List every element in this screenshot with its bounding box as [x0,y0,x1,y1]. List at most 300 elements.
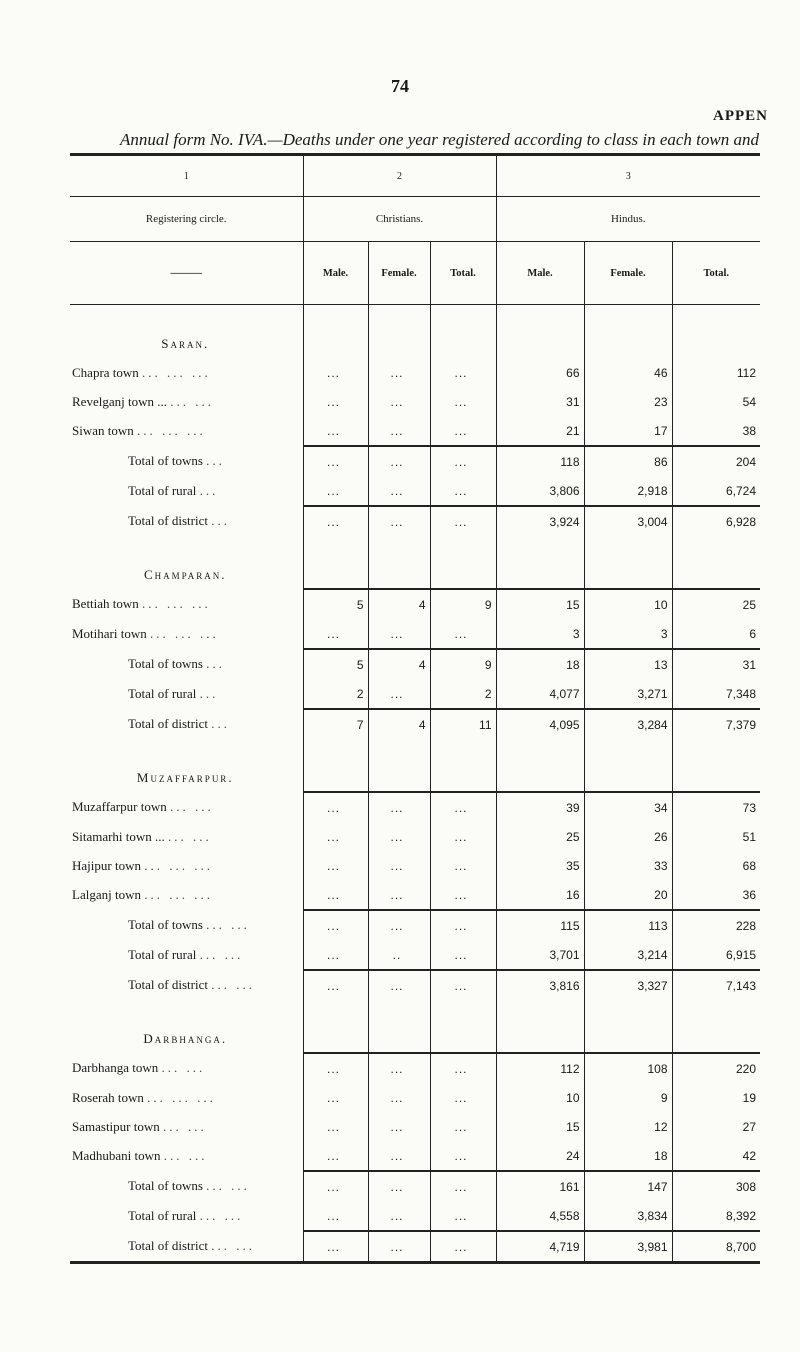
cell-h-total: 308 [672,1171,760,1201]
row-label [70,970,303,1000]
cell-h-male: 112 [496,1053,584,1083]
cell-c-male: ... [303,619,368,649]
row-label-text: Roserah town [72,1089,144,1105]
table-row [70,1141,760,1171]
cell-h-female: 3 [584,619,672,649]
row-label-text: Hajipur town [72,857,141,873]
cell-h-total: 19 [672,1083,760,1112]
cell-c-female: ... [368,446,430,476]
cell-c-male: ... [303,1171,368,1201]
row-label [70,940,303,970]
empty-cell [672,1014,760,1053]
cell-c-female: ... [368,387,430,416]
row-label-text: Total of rural [128,1208,197,1223]
row-label-text: Total of rural [128,483,197,498]
total-row [70,506,760,536]
total-row [70,476,760,506]
table-row [70,1083,760,1112]
cell-h-male: 4,719 [496,1231,584,1263]
empty-cell [430,753,496,792]
cell-h-female: 20 [584,880,672,910]
leader-dots: ... ... ... [142,596,211,611]
cell-h-total: 112 [672,358,760,387]
cell-h-female: 9 [584,1083,672,1112]
cell-h-male: 35 [496,851,584,880]
table-row [70,387,760,416]
cell-h-total: 8,392 [672,1201,760,1231]
cell-h-male: 161 [496,1171,584,1201]
cell-h-total: 25 [672,589,760,619]
cell-h-male: 4,077 [496,679,584,709]
column-sub-header: Female. [368,242,430,305]
cell-c-total: ... [430,1231,496,1263]
cell-c-total: ... [430,880,496,910]
cell-c-female: ... [368,619,430,649]
row-label-text: Darbhanga. [143,1030,228,1046]
leader-dots: ... ... [163,1118,207,1134]
row-label [70,851,303,880]
cell-h-male: 25 [496,822,584,851]
cell-c-male: ... [303,792,368,822]
leader-dots: ... ... [163,1148,208,1163]
cell-h-total: 6,928 [672,506,760,536]
empty-cell [430,1014,496,1053]
column-group-header: Hindus. [496,197,760,242]
cell-c-total: ... [430,970,496,1000]
cell-c-total: ... [430,792,496,822]
row-label-text: Revelganj town ... [72,393,167,409]
cell-c-total: ... [430,506,496,536]
cell-h-total: 8,700 [672,1231,760,1263]
row-label-text: Bettiah town [72,596,139,611]
empty-cell [303,319,368,358]
cell-h-total: 228 [672,910,760,940]
leader-dots: ... ... ... [150,626,219,641]
total-row [70,1201,760,1231]
spacer-row [70,305,760,320]
cell-c-female: ... [368,1112,430,1141]
row-label-text: Lalganj town [72,887,141,902]
district-name [70,550,303,589]
cell-h-total: 7,348 [672,679,760,709]
cell-h-female: 33 [584,851,672,880]
empty-cell [672,753,760,792]
cell-h-total: 6 [672,619,760,649]
leader-dots: ... ... [206,917,250,932]
leader-dots: ... [199,686,219,701]
cell-c-female: ... [368,1141,430,1171]
empty-cell [368,319,430,358]
leader-dots: ... [206,453,225,468]
row-label-text: Total of towns [128,656,203,671]
cell-c-male: ... [303,1201,368,1231]
table-row [70,822,760,851]
cell-c-total: 11 [430,709,496,739]
leader-dots: ... ... [199,947,244,962]
leader-dots: ... [211,716,230,731]
column-sub-header: ——— [70,242,303,305]
cell-h-male: 118 [496,446,584,476]
row-label [70,910,303,940]
row-label-text: Total of district [128,716,208,731]
cell-h-male: 39 [496,792,584,822]
cell-c-male: ... [303,910,368,940]
leader-dots: ... ... ... [142,364,211,380]
cell-c-total: ... [430,1053,496,1083]
total-row [70,709,760,739]
cell-h-total: 51 [672,822,760,851]
row-label [70,1201,303,1231]
table-row [70,416,760,446]
row-label [70,358,303,387]
cell-c-female: ... [368,1171,430,1201]
cell-c-male: ... [303,1141,368,1171]
leader-dots: ... ... [211,1238,255,1253]
column-sub-header-row [70,242,760,305]
cell-h-female: 46 [584,358,672,387]
column-number: 2 [303,155,496,197]
leader-dots: ... [211,513,230,528]
cell-h-male: 24 [496,1141,584,1171]
cell-h-male: 18 [496,649,584,679]
empty-cell [303,753,368,792]
deaths-table [70,153,760,1264]
cell-h-total: 204 [672,446,760,476]
page-number: 74 [391,76,409,96]
column-number: 3 [496,155,760,197]
spacer-row [70,1000,760,1014]
empty-cell [672,550,760,589]
row-label [70,1053,303,1083]
cell-h-female: 13 [584,649,672,679]
cell-c-male: 5 [303,649,368,679]
cell-c-total: ... [430,387,496,416]
row-label [70,619,303,649]
cell-c-total: ... [430,851,496,880]
cell-c-female: ... [368,1231,430,1263]
cell-h-female: 23 [584,387,672,416]
table-row [70,589,760,619]
column-sub-header: Total. [430,242,496,305]
district-name [70,1014,303,1053]
cell-c-total: ... [430,940,496,970]
cell-c-male: 5 [303,589,368,619]
column-sub-header: Total. [672,242,760,305]
cell-h-total: 73 [672,792,760,822]
cell-c-male: ... [303,1231,368,1263]
leader-dots: ... ... [168,828,212,844]
row-label-text: Samastipur town [72,1118,160,1134]
cell-h-male: 115 [496,910,584,940]
spacer-row [70,536,760,550]
cell-h-male: 3,816 [496,970,584,1000]
row-label [70,1231,303,1263]
row-label [70,446,303,476]
cell-c-total: ... [430,1141,496,1171]
table-row [70,792,760,822]
row-label [70,1141,303,1171]
column-number-row [70,155,760,197]
row-label [70,1112,303,1141]
cell-h-female: 2,918 [584,476,672,506]
leader-dots: ... ... ... [144,887,213,902]
leader-dots: ... [199,483,219,498]
column-sub-header: Male. [303,242,368,305]
cell-c-total: ... [430,1171,496,1201]
empty-cell [584,319,672,358]
row-label-text: Darbhanga town [72,1060,159,1075]
cell-h-total: 68 [672,851,760,880]
leader-dots: ... ... [199,1208,244,1223]
cell-c-female: ... [368,679,430,709]
row-label-text: Champaran. [143,566,227,582]
cell-c-total: ... [430,822,496,851]
cell-c-male: 2 [303,679,368,709]
empty-cell [368,550,430,589]
cell-c-male: ... [303,1053,368,1083]
row-label-text: Total of district [128,977,208,992]
row-label-text: Total of district [128,513,208,528]
empty-cell [584,753,672,792]
total-row [70,649,760,679]
cell-h-total: 38 [672,416,760,446]
cell-c-male: ... [303,940,368,970]
row-label [70,416,303,446]
cell-c-male: ... [303,851,368,880]
empty-cell [496,1014,584,1053]
district-section-row [70,550,760,589]
cell-c-female: ... [368,416,430,446]
total-row [70,446,760,476]
row-label [70,880,303,910]
cell-h-total: 220 [672,1053,760,1083]
empty-cell [496,319,584,358]
row-label [70,476,303,506]
cell-h-female: 108 [584,1053,672,1083]
leader-dots: ... ... [169,799,214,814]
district-name [70,753,303,792]
total-row [70,1231,760,1263]
leader-dots: ... ... ... [147,1089,216,1105]
leader-dots: ... ... ... [137,423,206,438]
cell-c-total: ... [430,358,496,387]
cell-c-male: ... [303,880,368,910]
cell-h-total: 6,915 [672,940,760,970]
empty-cell [496,753,584,792]
spacer-row [70,739,760,753]
row-label [70,387,303,416]
column-sub-header: Male. [496,242,584,305]
cell-h-total: 7,379 [672,709,760,739]
cell-c-total: ... [430,619,496,649]
cell-c-total: 9 [430,649,496,679]
row-label-text: Total of district [128,1238,208,1253]
empty-cell [430,550,496,589]
cell-h-male: 21 [496,416,584,446]
row-label [70,822,303,851]
cell-h-total: 54 [672,387,760,416]
leader-dots: ... ... ... [144,857,213,873]
cell-h-male: 3,924 [496,506,584,536]
cell-c-total: ... [430,1083,496,1112]
cell-h-total: 42 [672,1141,760,1171]
cell-h-male: 3,806 [496,476,584,506]
table-row [70,1112,760,1141]
cell-c-male: 7 [303,709,368,739]
cell-c-male: ... [303,387,368,416]
row-label-text: Muzaffarpur town [72,799,167,814]
cell-h-female: 17 [584,416,672,446]
total-row [70,940,760,970]
cell-h-female: 113 [584,910,672,940]
leader-dots: ... ... [206,1178,250,1193]
cell-c-female: 4 [368,589,430,619]
cell-c-female: ... [368,880,430,910]
cell-h-female: 3,271 [584,679,672,709]
cell-c-total: ... [430,446,496,476]
total-row [70,970,760,1000]
cell-c-female: ... [368,1201,430,1231]
cell-h-male: 4,558 [496,1201,584,1231]
cell-h-female: 3,214 [584,940,672,970]
cell-c-total: ... [430,1112,496,1141]
row-label-text: Sitamarhi town ... [72,828,165,844]
district-section-row [70,319,760,358]
cell-c-female: 4 [368,649,430,679]
cell-h-female: 3,004 [584,506,672,536]
cell-c-total: ... [430,910,496,940]
row-label [70,1171,303,1201]
empty-cell [303,550,368,589]
empty-cell [672,319,760,358]
column-group-header: Christians. [303,197,496,242]
cell-c-female: ... [368,358,430,387]
cell-c-total: 2 [430,679,496,709]
appendix-label: APPEN [713,108,768,124]
cell-c-female: ... [368,792,430,822]
cell-h-female: 34 [584,792,672,822]
column-sub-header: Female. [584,242,672,305]
cell-h-total: 7,143 [672,970,760,1000]
cell-h-female: 26 [584,822,672,851]
row-label-text: Total of rural [128,686,197,701]
cell-c-male: ... [303,446,368,476]
district-section-row [70,1014,760,1053]
cell-h-male: 31 [496,387,584,416]
row-label-text: Madhubani town [72,1148,161,1163]
cell-c-male: ... [303,476,368,506]
row-label [70,506,303,536]
table-row [70,880,760,910]
cell-h-total: 6,724 [672,476,760,506]
row-label [70,679,303,709]
empty-cell [496,550,584,589]
cell-h-total: 27 [672,1112,760,1141]
row-label [70,792,303,822]
table-row [70,358,760,387]
total-row [70,679,760,709]
cell-c-male: ... [303,1112,368,1141]
empty-cell [584,550,672,589]
cell-h-male: 15 [496,589,584,619]
empty-cell [303,1014,368,1053]
row-label-text: Total of towns [128,453,203,468]
cell-c-male: ... [303,970,368,1000]
cell-h-male: 3 [496,619,584,649]
cell-c-female: ... [368,851,430,880]
table-row [70,619,760,649]
row-label-text: Muzaffarpur. [136,769,234,785]
column-group-row [70,197,760,242]
cell-h-female: 10 [584,589,672,619]
row-label [70,589,303,619]
row-label-text: Motihari town [72,626,147,641]
cell-h-male: 4,095 [496,709,584,739]
cell-c-female: ... [368,822,430,851]
cell-c-male: ... [303,358,368,387]
column-group-header: Registering circle. [70,197,303,242]
cell-c-male: ... [303,506,368,536]
cell-h-female: 12 [584,1112,672,1141]
cell-c-male: ... [303,1083,368,1112]
total-row [70,910,760,940]
total-row [70,1171,760,1201]
cell-h-total: 31 [672,649,760,679]
leader-dots: ... ... [211,977,255,992]
leader-dots: ... ... [161,1060,206,1075]
row-label [70,649,303,679]
cell-h-female: 3,284 [584,709,672,739]
cell-h-male: 66 [496,358,584,387]
cell-h-male: 15 [496,1112,584,1141]
cell-c-male: ... [303,822,368,851]
cell-c-total: ... [430,476,496,506]
cell-h-female: 3,834 [584,1201,672,1231]
row-label-text: Saran. [161,335,210,351]
cell-h-total: 36 [672,880,760,910]
cell-h-male: 3,701 [496,940,584,970]
row-label [70,709,303,739]
table-title: Annual form No. IVA.—Deaths under one year registered according to class in each town and [120,130,759,149]
cell-c-total: ... [430,1201,496,1231]
leader-dots: ... ... [170,393,214,409]
empty-cell [368,1014,430,1053]
cell-c-female: ... [368,910,430,940]
district-section-row [70,753,760,792]
cell-c-female: ... [368,506,430,536]
leader-dots: ... [206,656,225,671]
cell-h-female: 3,981 [584,1231,672,1263]
cell-h-male: 10 [496,1083,584,1112]
cell-c-total: ... [430,416,496,446]
cell-c-female: 4 [368,709,430,739]
cell-c-total: 9 [430,589,496,619]
cell-h-female: 3,327 [584,970,672,1000]
row-label [70,1083,303,1112]
cell-c-male: ... [303,416,368,446]
table-body [70,305,760,1263]
district-name [70,319,303,358]
cell-c-female: ... [368,1053,430,1083]
table-row [70,1053,760,1083]
row-label-text: Siwan town [72,423,134,438]
row-label-text: Chapra town [72,364,139,380]
empty-cell [368,753,430,792]
cell-h-female: 18 [584,1141,672,1171]
row-label-text: Total of towns [128,917,203,932]
cell-c-female: .. [368,940,430,970]
table-row [70,851,760,880]
